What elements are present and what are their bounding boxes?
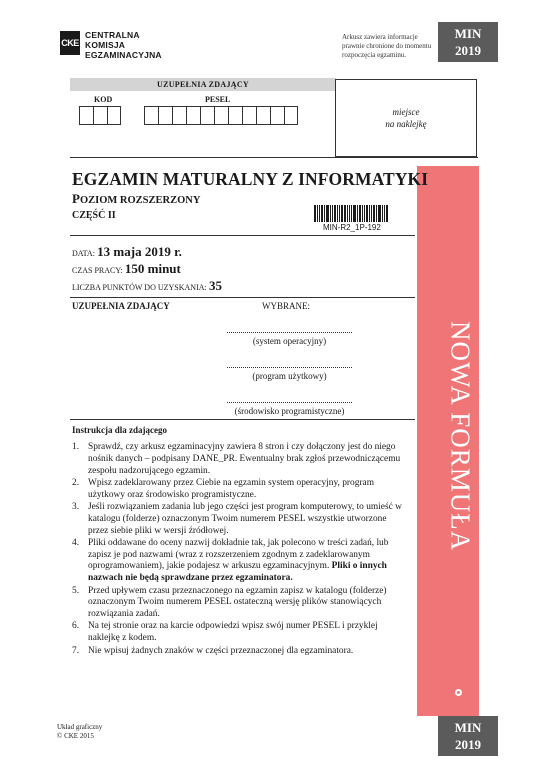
item-text: Na tej stronie oraz na karcie odpowiedzi wpisz swój numer PESEL i przyklej naklejkę z kodem. — [88, 621, 378, 644]
logo-line: KOMISJA — [85, 40, 126, 50]
corner-code-bottom — [438, 716, 498, 756]
date-label: DATA: — [72, 249, 95, 258]
barcode-icon — [314, 205, 390, 222]
item-number: 7. — [72, 645, 80, 656]
corner-code: MIN — [454, 720, 482, 735]
confidential-notice — [342, 33, 431, 60]
footer-line: Układ graficzny — [57, 723, 103, 731]
corner-code: MIN — [454, 26, 482, 41]
os-caption: (system operacyjny) — [252, 336, 327, 346]
sticker-line: na naklejkę — [385, 119, 427, 129]
divider — [70, 235, 415, 236]
item-number: 3. — [72, 501, 80, 512]
instruction-item — [70, 442, 405, 477]
notice-line: prawnie chronione do momentu — [342, 42, 432, 50]
time-value: 150 minut — [124, 261, 181, 276]
pesel-cell[interactable] — [270, 106, 284, 125]
item-text: Nie wpisuj żadnych znaków w części przeznaczonej dla egzaminatora. — [88, 645, 354, 656]
item-number: 2. — [72, 477, 80, 488]
kod-field[interactable] — [79, 106, 121, 125]
pesel-cell[interactable] — [186, 106, 200, 125]
sticker-area — [335, 79, 477, 157]
instructions-list — [70, 442, 405, 658]
corner-year: 2019 — [455, 737, 481, 752]
pesel-cell[interactable] — [158, 106, 172, 125]
cke-logo-text — [85, 30, 162, 60]
date-value: 13 maja 2019 r. — [97, 244, 182, 259]
exam-level — [72, 191, 200, 207]
points-label: LICZBA PUNKTÓW DO UZYSKANIA: — [72, 283, 207, 292]
time-label: CZAS PRACY: — [72, 266, 123, 275]
pesel-cell[interactable] — [172, 106, 186, 125]
program-caption: (program użytkowy) — [252, 371, 327, 381]
pesel-field[interactable] — [144, 106, 298, 125]
environment-caption: (środowisko programistyczne) — [234, 406, 345, 416]
instruction-item — [70, 538, 405, 585]
choices-selected-label: WYBRANE: — [262, 301, 310, 311]
instruction-item — [70, 478, 405, 502]
program-input[interactable] — [227, 366, 352, 368]
fill-box-header: UZUPEŁNIA ZDAJĄCY — [70, 78, 336, 91]
item-number: 1. — [72, 442, 80, 452]
item-number: 4. — [72, 537, 80, 548]
kod-label: KOD — [94, 95, 113, 104]
item-text: Pliki oddawane do oceny nazwij dokładnie tak, jak polecono w treści zadań, lub zapisz je pod nazwami (wraz z rozszerzeniem zgodnym z zadeklarowanym oprogramowaniem), jakie podajesz w arkuszu egzaminacyjnym. — [88, 537, 389, 572]
divider — [70, 297, 415, 298]
choices-header: UZUPEŁNIA ZDAJĄCY — [72, 301, 170, 311]
pesel-cell[interactable] — [256, 106, 270, 125]
exam-date — [72, 244, 182, 260]
notice-line: rozpoczęcia egzaminu. — [342, 51, 407, 59]
pesel-label: PESEL — [205, 95, 231, 104]
exam-title: EGZAMIN MATURALNY Z INFORMATYKI — [72, 169, 429, 189]
level-cap: P — [72, 191, 80, 206]
instruction-item — [70, 586, 405, 621]
logo-line: EGZAMINACYJNA — [85, 50, 162, 60]
footer-line: © CKE 2015 — [57, 732, 94, 740]
corner-code-top — [438, 22, 498, 62]
barcode-code: MIN-R2_1P-192 — [323, 223, 381, 232]
item-text: Przed upływem czasu przeznaczonego na egzamin zapisz w katalogu (folderze) oznaczonym Twoim numerem PESEL ostateczną wersję plików stanowiących rozwiązania zadań. — [88, 585, 387, 620]
level-rest: OZIOM ROZSZERZONY — [79, 195, 201, 206]
pesel-cell[interactable] — [144, 106, 158, 125]
pesel-cell[interactable] — [242, 106, 256, 125]
cke-logo-icon: CKE — [60, 31, 80, 55]
pesel-cell[interactable] — [200, 106, 214, 125]
side-band-label — [440, 296, 480, 576]
item-text: Wpisz zadeklarowany przez Ciebie na egzamin system operacyjny, program użytkowy oraz środowisko programistyczne. — [88, 477, 374, 500]
instruction-item — [70, 502, 405, 537]
pesel-cell[interactable] — [284, 106, 298, 125]
corner-year: 2019 — [455, 43, 481, 58]
instruction-item — [70, 646, 405, 658]
instructions-heading: Instrukcja dla zdającego — [72, 425, 167, 435]
exam-part: CZĘŚĆ II — [72, 210, 116, 221]
item-text: Sprawdź, czy arkusz egzaminacyjny zawiera 8 stron i czy dołączony jest do niego nośnik danych – podpisany DANE_PR. Ewentualny brak zgłoś przewodniczącemu zespołu nadzorującego egzamin. — [88, 442, 401, 476]
footer-credit — [57, 723, 102, 741]
divider — [70, 419, 415, 420]
pesel-cell[interactable] — [228, 106, 242, 125]
item-text: Jeśli rozwiązaniem zadania lub jego części jest program komputerowy, to umieść w katalogu (folderze) oznaczonym Twoim numerem PESEL wszystkie utworzone przez siebie pliki w wersji źródłowej. — [88, 501, 402, 536]
item-bold-text: Pliki o innych nazwach nie będą sprawdzane przez egzaminatora. — [88, 561, 387, 584]
kod-cell[interactable] — [93, 106, 107, 125]
item-number: 6. — [72, 621, 80, 632]
pesel-cell[interactable] — [214, 106, 228, 125]
item-number: 5. — [72, 585, 80, 596]
circle-icon — [455, 689, 462, 696]
notice-line: Arkusz zawiera informacje — [342, 33, 418, 41]
kod-cell[interactable] — [107, 106, 121, 125]
exam-points — [72, 278, 222, 294]
points-value: 35 — [209, 278, 222, 293]
kod-cell[interactable] — [79, 106, 93, 125]
side-band-text: NOWA FORMUŁA — [445, 320, 476, 552]
sticker-line: miejsce — [392, 107, 420, 117]
environment-input[interactable] — [227, 401, 352, 403]
divider — [70, 157, 478, 158]
logo-line: CENTRALNA — [85, 30, 140, 40]
os-input[interactable] — [227, 331, 352, 333]
exam-time — [72, 261, 181, 277]
instruction-item — [70, 621, 405, 645]
